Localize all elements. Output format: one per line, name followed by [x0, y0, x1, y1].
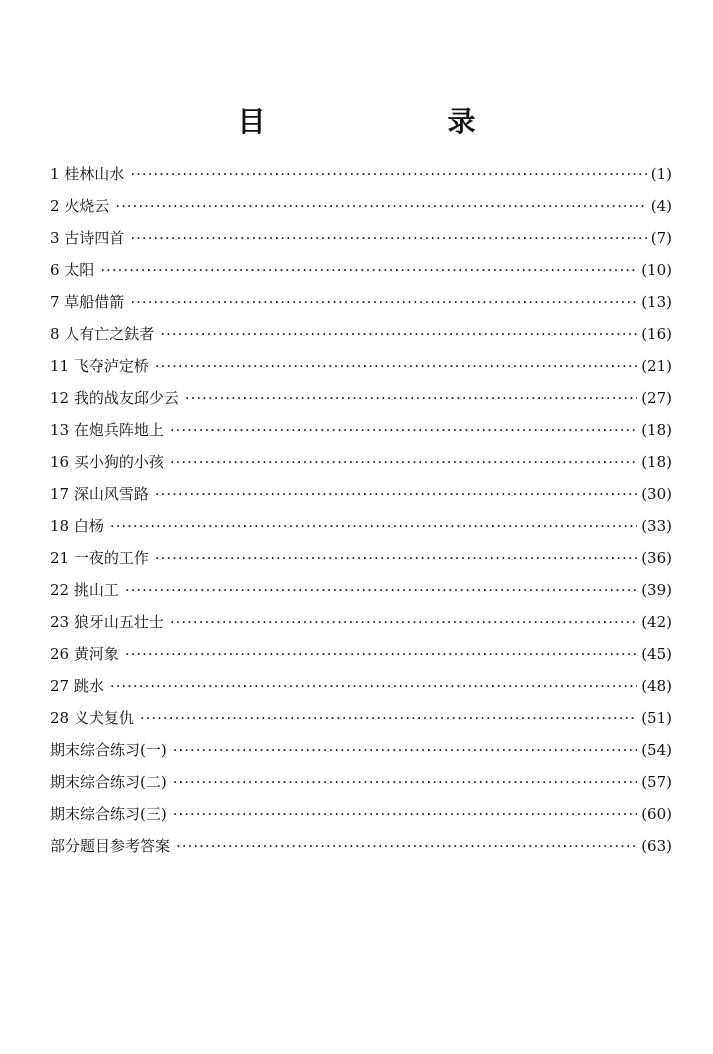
toc-entry-title: 2 火烧云 [50, 197, 110, 215]
toc-entry-title: 8 人有亡之鈇者 [50, 325, 155, 343]
toc-entry [50, 515, 672, 547]
toc-entry [50, 291, 672, 323]
toc-entry-title: 23 狼牙山五壮士 [50, 613, 164, 631]
toc-entry [50, 259, 672, 291]
toc-entry-page-number: (21) [641, 357, 672, 375]
toc-entry-title: 11 飞夺泸定桥 [50, 357, 149, 375]
toc-entry-title: 17 深山风雪路 [50, 485, 149, 503]
toc-entry-page-number: (57) [641, 773, 672, 791]
toc-entry-page-number: (51) [641, 709, 672, 727]
dot-leader [155, 483, 637, 505]
toc-entry [50, 803, 672, 835]
toc-entry [50, 323, 672, 355]
toc-entry-page-number: (63) [641, 837, 672, 855]
toc-entry-page-number: (60) [641, 805, 672, 823]
dot-leader [100, 259, 637, 281]
toc-entry-page-number: (18) [641, 453, 672, 471]
toc-entry-page-number: (1) [650, 165, 672, 183]
dot-leader [130, 227, 646, 249]
toc-entry-title: 27 跳水 [50, 677, 104, 695]
toc-entry [50, 675, 672, 707]
toc-entry-title: 7 草船借箭 [50, 293, 125, 311]
toc-entry [50, 611, 672, 643]
dot-leader [125, 643, 637, 665]
dot-leader [155, 355, 637, 377]
toc-entry-title: 21 一夜的工作 [50, 549, 149, 567]
toc-entry-page-number: (39) [641, 581, 672, 599]
dot-leader [170, 611, 637, 633]
toc-entry-page-number: (45) [641, 645, 672, 663]
dot-leader [130, 163, 646, 185]
toc-entry [50, 451, 672, 483]
toc-entry-title: 12 我的战友邱少云 [50, 389, 179, 407]
dot-leader [155, 547, 637, 569]
toc-entry-page-number: (16) [641, 325, 672, 343]
toc-entry-title: 22 挑山工 [50, 581, 119, 599]
toc-entry-title: 6 太阳 [50, 261, 95, 279]
toc-entry [50, 419, 672, 451]
table-of-contents [50, 163, 672, 867]
toc-entry [50, 195, 672, 227]
toc-entry-title: 18 白杨 [50, 517, 104, 535]
toc-entry [50, 355, 672, 387]
toc-entry [50, 163, 672, 195]
page-title: 目 录 [237, 105, 518, 138]
toc-entry-page-number: (27) [641, 389, 672, 407]
toc-entry-page-number: (33) [641, 517, 672, 535]
dot-leader [170, 451, 637, 473]
dot-leader [170, 419, 637, 441]
toc-entry [50, 387, 672, 419]
dot-leader [176, 835, 637, 857]
toc-entry-page-number: (4) [650, 197, 672, 215]
dot-leader [115, 195, 646, 217]
toc-entry-page-number: (13) [641, 293, 672, 311]
toc-entry-page-number: (48) [641, 677, 672, 695]
dot-leader [130, 291, 637, 313]
toc-entry-page-number: (18) [641, 421, 672, 439]
toc-entry-page-number: (7) [650, 229, 672, 247]
dot-leader [110, 515, 637, 537]
toc-entry-title: 期末综合练习(二) [50, 773, 167, 791]
toc-entry-title: 13 在炮兵阵地上 [50, 421, 164, 439]
toc-entry-title: 部分题目参考答案 [50, 837, 171, 855]
toc-entry-title: 期末综合练习(一) [50, 741, 167, 759]
toc-entry-title: 26 黄河象 [50, 645, 119, 663]
dot-leader [140, 707, 637, 729]
toc-entry-title: 3 古诗四首 [50, 229, 125, 247]
toc-entry [50, 483, 672, 515]
toc-entry-title: 1 桂林山水 [50, 165, 125, 183]
dot-leader [160, 323, 637, 345]
dot-leader [173, 771, 637, 793]
toc-entry-page-number: (36) [641, 549, 672, 567]
toc-entry-title: 16 买小狗的小孩 [50, 453, 164, 471]
toc-entry [50, 227, 672, 259]
toc-entry-page-number: (10) [641, 261, 672, 279]
toc-entry [50, 739, 672, 771]
toc-entry [50, 579, 672, 611]
toc-entry-page-number: (30) [641, 485, 672, 503]
toc-entry [50, 547, 672, 579]
toc-entry-title: 28 义犬复仇 [50, 709, 134, 727]
dot-leader [185, 387, 637, 409]
toc-entry-page-number: (54) [641, 741, 672, 759]
dot-leader [125, 579, 637, 601]
toc-entry [50, 835, 672, 867]
toc-entry [50, 643, 672, 675]
toc-entry-page-number: (42) [641, 613, 672, 631]
dot-leader [110, 675, 637, 697]
dot-leader [173, 739, 637, 761]
toc-entry [50, 707, 672, 739]
dot-leader [173, 803, 637, 825]
toc-entry-title: 期末综合练习(三) [50, 805, 167, 823]
toc-entry [50, 771, 672, 803]
